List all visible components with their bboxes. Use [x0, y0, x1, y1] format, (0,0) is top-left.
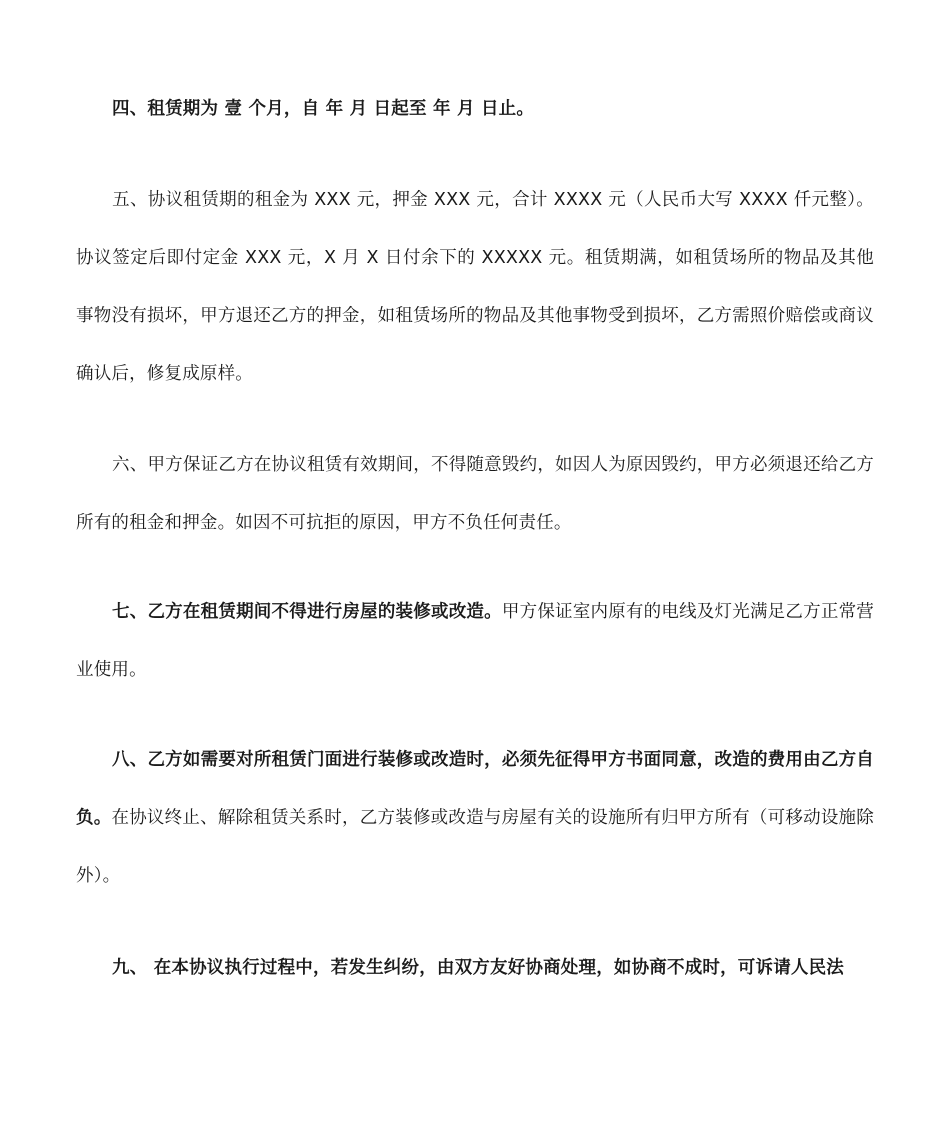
clause-5 — [76, 171, 874, 403]
clause-4 — [76, 80, 874, 138]
clause-6 — [76, 436, 874, 552]
clause-8 — [76, 731, 874, 905]
clause-9-bold-text: 九、 在本协议执行过程中，若发生纠纷，由双方友好协商处理，如协商不成时，可诉请人民法 — [112, 958, 844, 978]
clause-7-text: 甲方保证室内原有的电线及灯光满足乙方正常营业使用。 — [76, 602, 874, 680]
clause-8-text: 在协议终止、解除租赁关系时，乙方装修或改造与房屋有关的设施所有归甲方所有（可移动设施除外）。 — [76, 808, 874, 886]
clause-8-bold-text: 八、乙方如需要对所租赁门面进行装修或改造时，必须先征得甲方书面同意，改造的费用由乙方自负。 — [76, 750, 874, 828]
clause-9 — [76, 939, 874, 997]
clause-4-bold-text: 四、租赁期为 壹 个月，自 年 月 日起至 年 月 日止。 — [112, 99, 535, 119]
clause-7-bold-text: 七、乙方在租赁期间不得进行房屋的装修或改造。 — [112, 602, 502, 622]
clause-7 — [76, 583, 874, 699]
clause-6-text: 六、甲方保证乙方在协议租赁有效期间，不得随意毁约，如因人为原因毁约，甲方必须退还给乙方所有的租金和押金。如因不可抗拒的原因，甲方不负任何责任。 — [76, 455, 874, 533]
clause-5-text: 五、协议租赁期的租金为 XXX 元，押金 XXX 元，合计 XXXX 元（人民币大写 XXXX 仟元整）。协议签定后即付定金 XXX 元，X 月 X 日付余下的 XXXXX 元。租赁期满，如租赁场所的物品及其他事物没有损坏，甲方退还乙方的押金，如租赁场所的物品及其他事物受到损坏，乙方需照价赔偿或商议确认后，修复成原样。 — [76, 190, 874, 384]
